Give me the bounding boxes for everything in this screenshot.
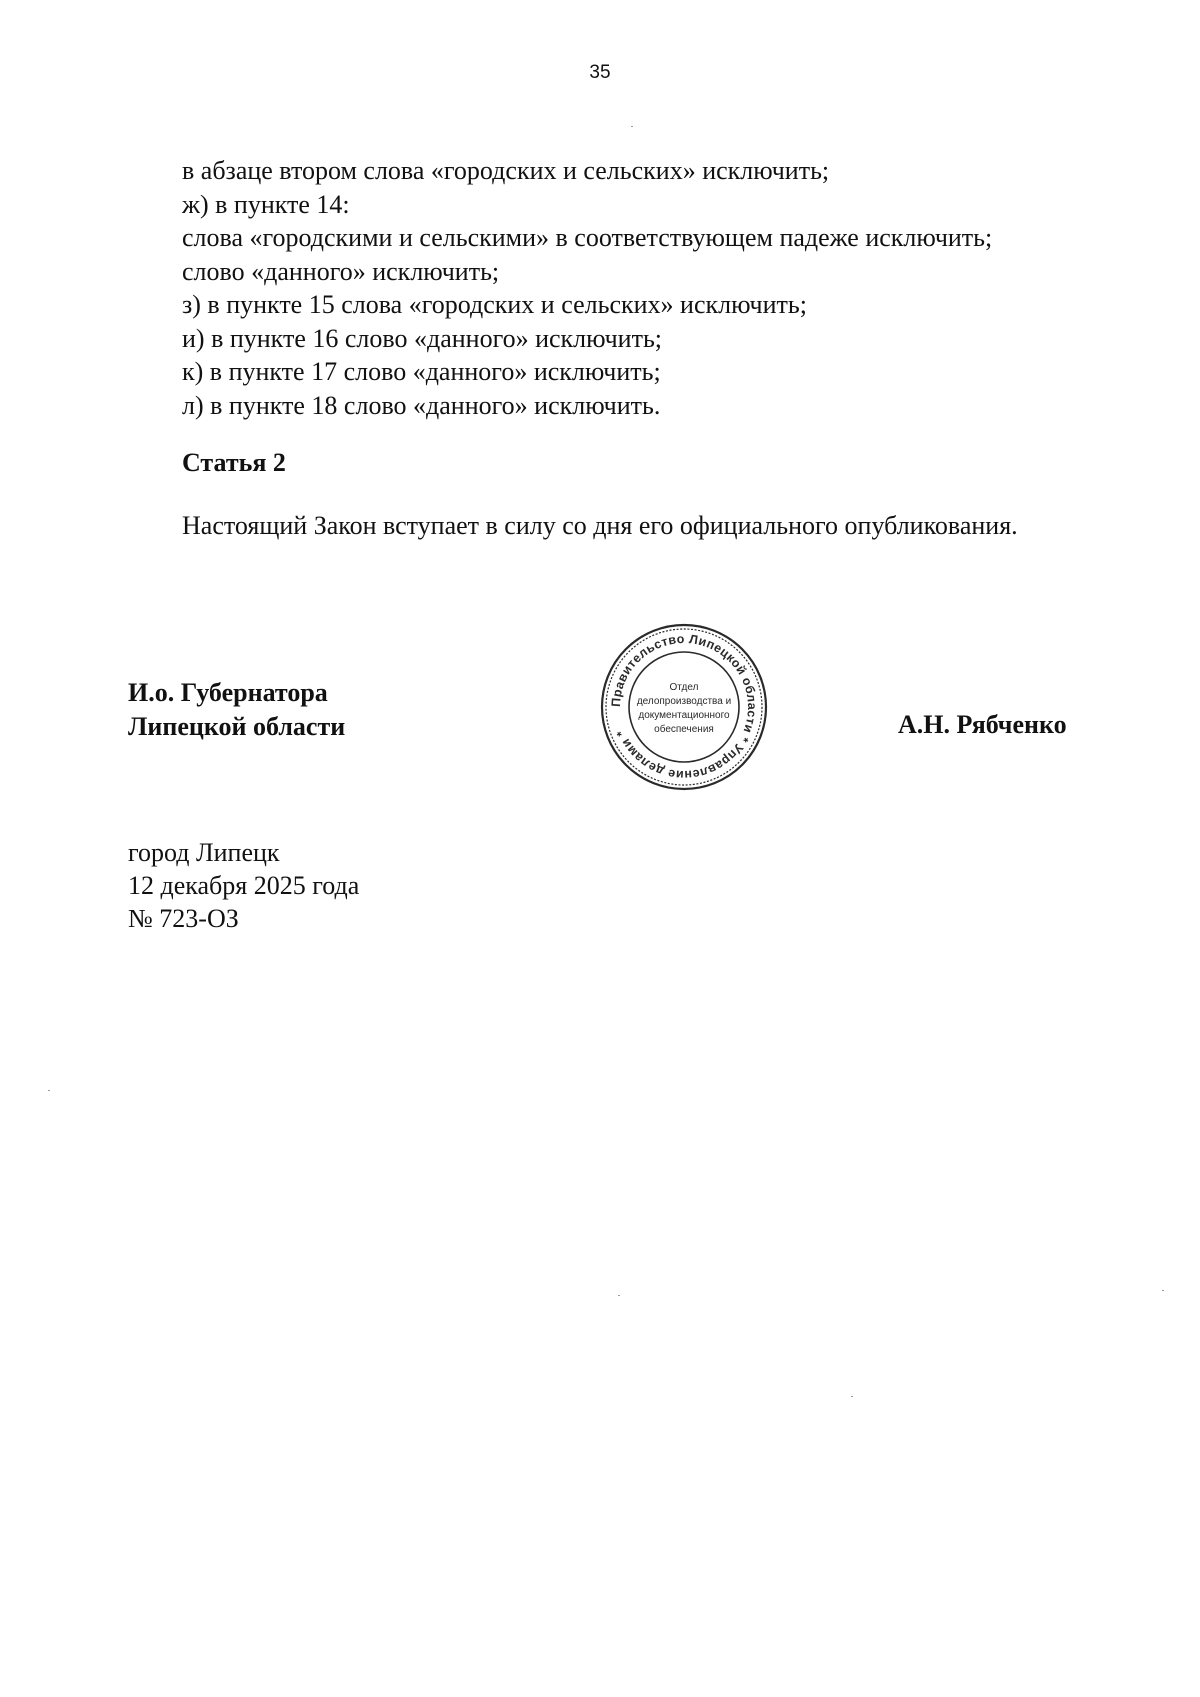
article-body: Настоящий Закон вступает в силу со дня его официального опубликования.	[182, 511, 1018, 540]
amendment-list	[182, 154, 1142, 422]
seal-center-line: Отдел	[669, 682, 699, 693]
article-heading: Статья 2	[182, 448, 286, 477]
seal-center-line: документационного	[638, 710, 730, 721]
amendment-line: ж) в пункте 14:	[182, 189, 350, 219]
seal-ring-text: Правительство Липецкой области * Управление делами *	[608, 631, 760, 783]
scan-speck	[618, 1295, 620, 1296]
footer-number: № 723-ОЗ	[128, 904, 239, 933]
seal-center-line: обеспечения	[654, 724, 714, 735]
scan-speck	[48, 1090, 50, 1091]
scan-speck	[851, 1396, 853, 1397]
amendment-line: слово «данного» исключить;	[182, 256, 500, 286]
amendment-line: слова «городскими и сельскими» в соответствующем падеже исключить;	[182, 223, 993, 252]
scan-speck	[631, 126, 633, 127]
amendment-line: к) в пункте 17 слово «данного» исключить;	[182, 357, 661, 386]
footer-city: город Липецк	[128, 838, 280, 867]
page-number: 35	[589, 62, 611, 83]
scan-speck	[1162, 1290, 1164, 1291]
signer-title	[128, 676, 345, 744]
signer-title-line: И.о. Губернатора	[128, 678, 328, 707]
footer-date: 12 декабря 2025 года	[128, 871, 360, 900]
seal-inner-ring	[629, 652, 739, 762]
signer-name: А.Н. Рябченко	[898, 710, 1067, 739]
signer-title-line: Липецкой области	[128, 712, 346, 741]
official-seal-stamp	[599, 622, 769, 792]
amendment-line: в абзаце втором слова «городских и сельских» исключить;	[182, 156, 830, 185]
document-footer	[128, 836, 359, 935]
amendment-line: з) в пункте 15 слова «городских и сельских» исключить;	[182, 290, 807, 319]
seal-center-line: делопроизводства и	[636, 696, 732, 707]
amendment-line: и) в пункте 16 слово «данного» исключить;	[182, 323, 663, 353]
seal-outer-ring	[602, 625, 766, 789]
amendment-line: л) в пункте 18 слово «данного» исключить.	[182, 390, 661, 420]
